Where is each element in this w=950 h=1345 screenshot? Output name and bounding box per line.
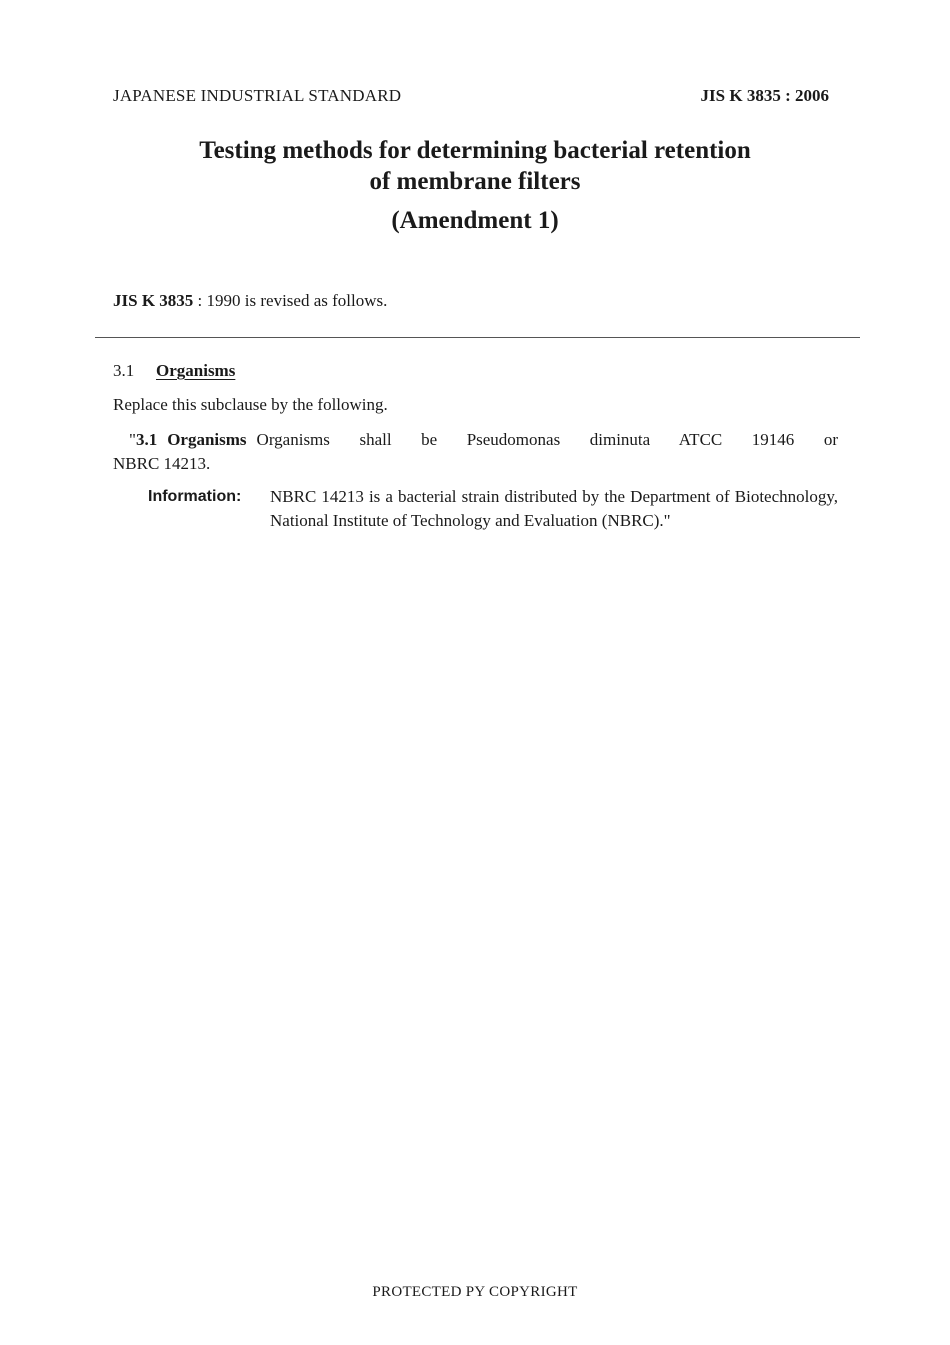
revised-standard: JIS K 3835: [113, 291, 194, 310]
replace-instruction: Replace this subclause by the following.: [113, 395, 388, 414]
information-text: NBRC 14213 is a bacterial strain distributed by the Department of Biotechnology, National Institute of Technology and Evaluation (NBRC).": [270, 487, 838, 530]
document-title: [0, 135, 950, 236]
clause-number: 3.1: [113, 361, 135, 380]
replacement-text-line2: NBRC 14213.: [113, 454, 211, 473]
title-line-1: Testing methods for determining bacterial retention: [199, 137, 751, 164]
horizontal-rule: [95, 337, 860, 338]
information-note: [148, 485, 838, 533]
copyright-footer: PROTECTED PY COPYRIGHT: [372, 1284, 578, 1300]
replacement-number: 3.1: [135, 430, 158, 449]
replacement-paragraph: [113, 428, 838, 476]
title-line-2: of membrane filters: [369, 168, 581, 195]
replacement-title: Organisms: [167, 430, 247, 449]
header-standard-number: JIS K 3835 : 2006: [700, 86, 829, 105]
clause-title: Organisms: [156, 361, 236, 380]
replacement-first-line: [113, 428, 838, 452]
revision-statement: [113, 291, 387, 311]
amendment-label: (Amendment 1): [391, 207, 559, 234]
clause-heading: [113, 361, 235, 381]
revision-text: : 1990 is revised as follows.: [193, 291, 388, 310]
information-label: Information:: [148, 488, 242, 505]
quote-mark: ": [129, 430, 136, 449]
header-publisher: JAPANESE INDUSTRIAL STANDARD: [113, 86, 402, 105]
replacement-text-line1: Organisms shall be Pseudomonas diminuta ATCC 19146 or: [256, 430, 838, 449]
